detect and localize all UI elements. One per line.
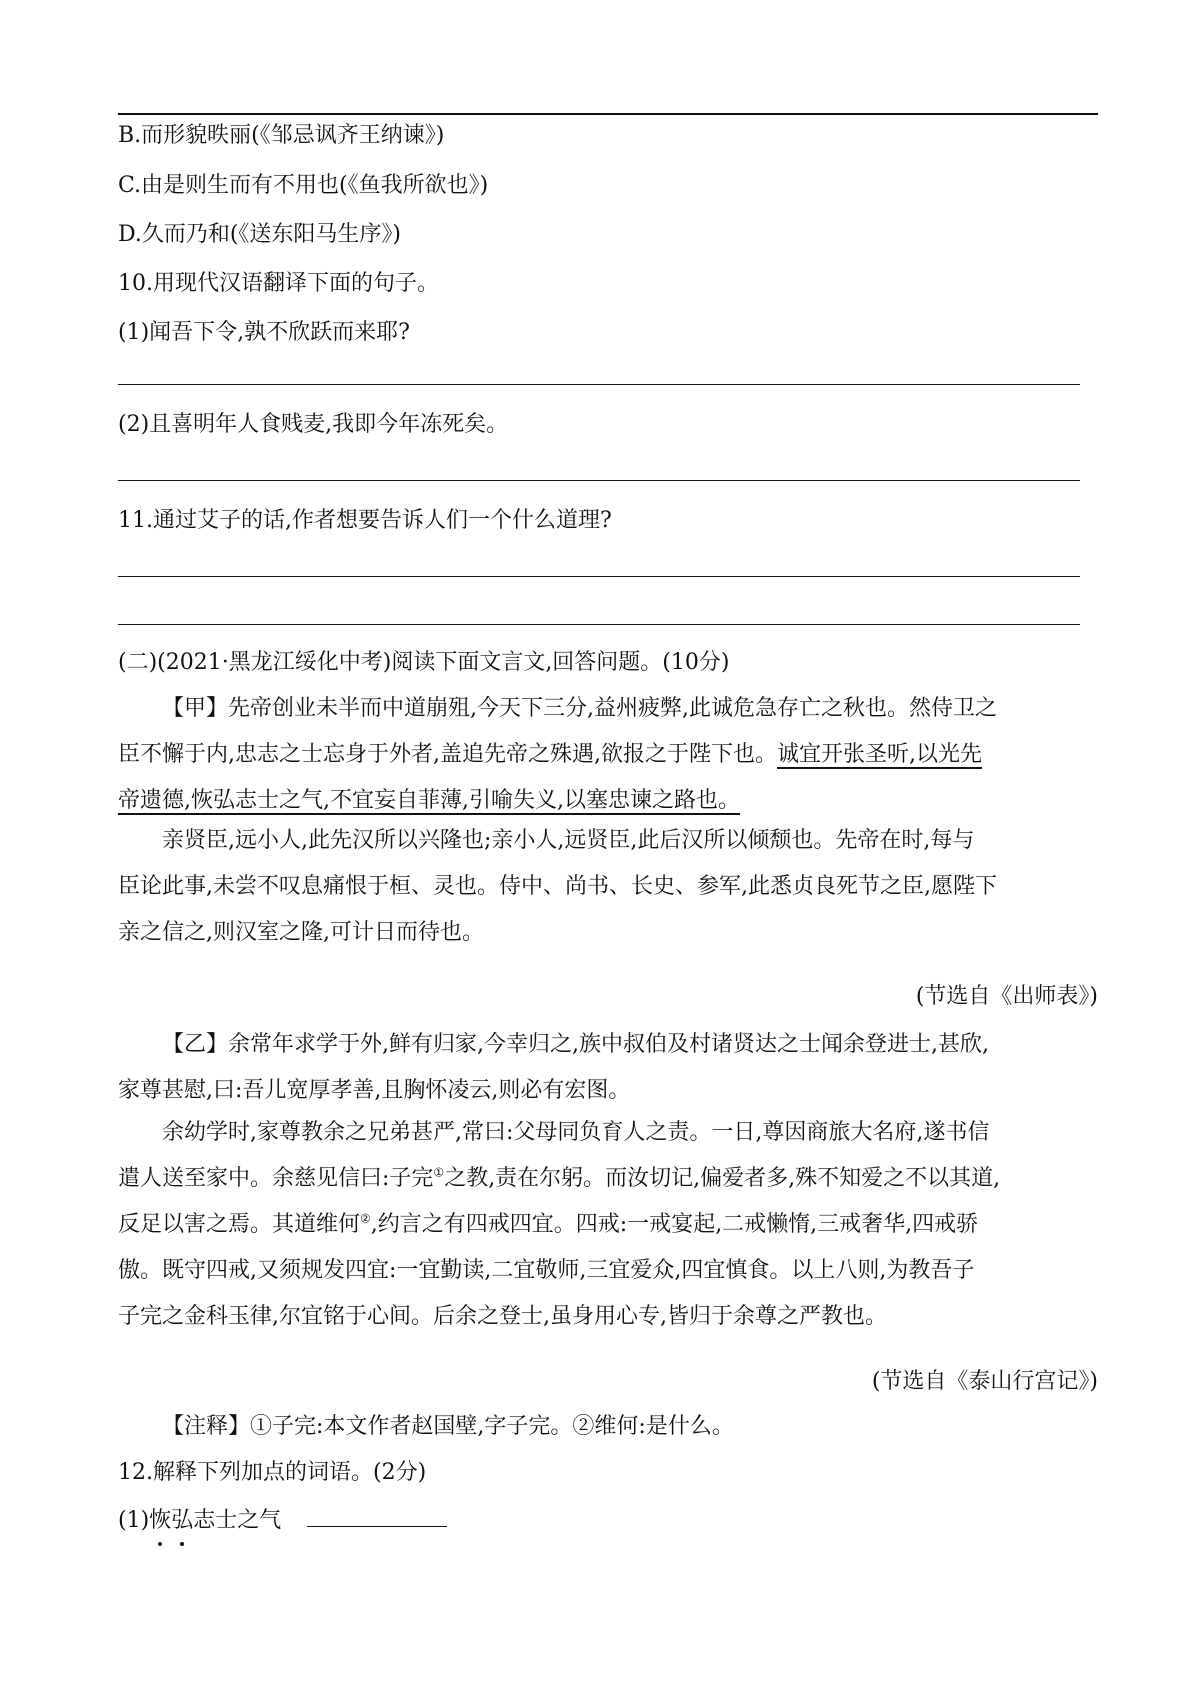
top-divider: [118, 113, 1098, 115]
answer-line-10-1[interactable]: [118, 384, 1080, 385]
question-10-sentence-1: (1)闻吾下令,孰不欣跃而来耶?: [118, 320, 410, 345]
section-2-header: (二)(2021·黑龙江绥化中考)阅读下面文言文,回答问题。(10分): [118, 650, 730, 675]
text-line: 傲。既守四戒,又须规发四宜:一宜勤读,二宜敬师,三宜爱众,四宜慎食。以上八则,为教吾子: [118, 1258, 975, 1283]
passage-jia-paragraph-1: [118, 686, 1098, 824]
footnote-marker-1: ①: [433, 1165, 445, 1180]
passage-yi-paragraph-2: [118, 1110, 1098, 1340]
question-11-stem: 11.通过艾子的话,作者想要告诉人们一个什么道理?: [118, 508, 612, 533]
question-10-sentence-2: (2)且喜明年人食贱麦,我即今年冻死矣。: [118, 412, 509, 437]
text-segment: ,约言之有四戒四宜。四戒:一戒宴起,二戒懒惰,三戒奢华,四戒骄: [370, 1212, 979, 1237]
text-segment: 遣人送至家中。余慈见信曰:子完: [118, 1166, 434, 1191]
question-10-stem: 10.用现代汉语翻译下面的句子。: [118, 271, 439, 296]
text-line: 臣不懈于内,忠志之士忘身于外者,盖追先帝之殊遇,欲报之于陛下也。: [118, 742, 777, 767]
text-line: 亲贤臣,远小人,此先汉所以兴隆也;亲小人,远贤臣,此后汉所以倾颓也。先帝在时,每与: [162, 828, 975, 853]
text-line: 【甲】先帝创业未半而中道崩殂,今天下三分,益州疲弊,此诚危急存亡之秋也。然侍卫之: [162, 696, 997, 721]
answer-line-11-2[interactable]: [118, 624, 1080, 625]
dotted-char: 恢: [149, 1506, 171, 1536]
answer-line-10-2[interactable]: [118, 480, 1080, 481]
text-line: 亲之信之,则汉室之隆,可计日而待也。: [118, 920, 484, 945]
answer-blank-12-1[interactable]: [307, 1504, 447, 1527]
footnote-marker-2: ②: [360, 1211, 371, 1226]
passage-yi-paragraph-1: [118, 1022, 1098, 1114]
text-line: 【乙】余常年求学于外,鲜有归家,今幸归之,族中叔伯及村诸贤达之士闻余登进士,甚欣,: [162, 1032, 989, 1057]
text-segment: 之教,责在尔躬。而汝切记,偏爱者多,殊不知爱之不以其道,: [444, 1166, 1001, 1191]
option-c: C.由是则生而有不用也(《鱼我所欲也》): [118, 173, 489, 198]
annotation: 【注释】①子完:本文作者赵国壁,字子完。②维何:是什么。: [162, 1414, 734, 1439]
option-b: B.而形貌昳丽(《邹忌讽齐王纳谏》): [118, 123, 445, 148]
underlined-sentence: 诚宜开张圣听,以光先: [776, 742, 982, 767]
underlined-sentence: 帝遗德,恢弘志士之气,不宜妄自菲薄,引喻失义,以塞忠谏之路也。: [118, 788, 740, 813]
passage-jia-source: (节选自《出师表》): [915, 984, 1098, 1009]
option-d: D.久而乃和(《送东阳马生序》): [118, 222, 402, 247]
question-12-stem: 12.解释下列加点的词语。(2分): [118, 1460, 427, 1485]
question-12-item-1: [118, 1504, 447, 1536]
passage-jia-paragraph-2: [118, 818, 1098, 956]
answer-line-11-1[interactable]: [118, 576, 1080, 577]
text-line: 家尊甚慰,曰:吾儿宽厚孝善,且胸怀凌云,则必有宏图。: [118, 1078, 631, 1103]
passage-yi-source: (节选自《泰山行宫记》): [871, 1369, 1098, 1394]
text-line: 臣论此事,未尝不叹息痛恨于桓、灵也。侍中、尚书、长史、参军,此悉贞良死节之臣,愿陛下: [118, 874, 997, 899]
text-line: 余幼学时,家尊教余之兄弟甚严,常曰:父母同负育人之责。一日,尊因商旅大名府,遂书信: [162, 1120, 990, 1145]
item-number: (1): [118, 1508, 150, 1533]
phrase-rest: 志士之气: [193, 1508, 282, 1533]
text-segment: 反足以害之焉。其道维何: [118, 1212, 361, 1237]
dotted-char: 弘: [171, 1506, 193, 1536]
text-line: 子完之金科玉律,尔宜铭于心间。后余之登士,虽身用心专,皆归于余尊之严教也。: [118, 1304, 887, 1329]
